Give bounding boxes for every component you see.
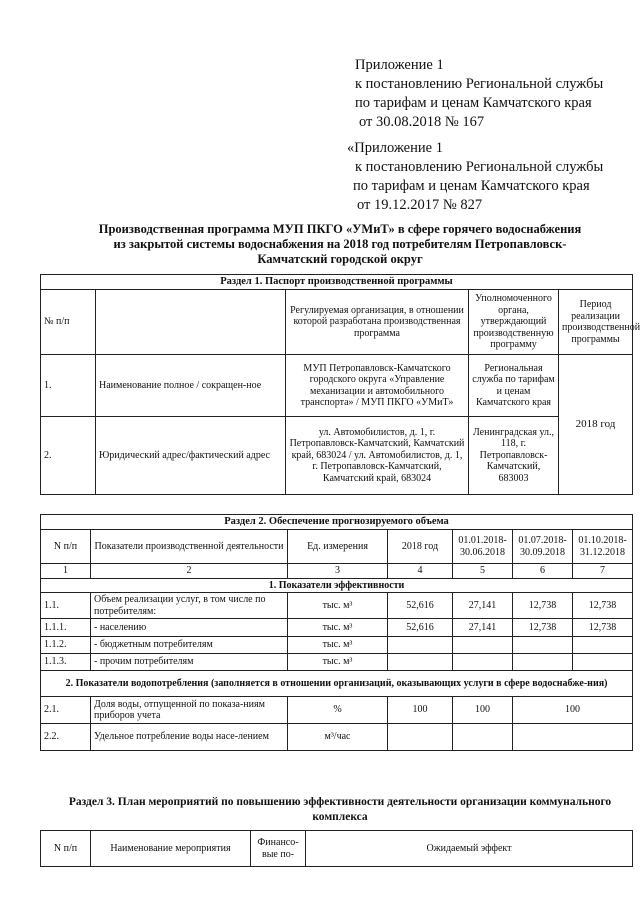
column-number: 7 bbox=[573, 564, 633, 579]
section3-title-line: комплекса bbox=[312, 811, 368, 823]
title-line: Камчатский городской округ bbox=[257, 252, 423, 266]
row-org: МУП Петропавловск-Камчатского городского округа «Управление механизации и автомобильного транспорта» / МУП ПКГО «УМиТ» bbox=[286, 355, 469, 417]
row-period2: 12,738 bbox=[513, 619, 573, 637]
section1-title: Раздел 1. Паспорт производственной программы bbox=[41, 275, 633, 290]
header-auth: Уполномоченного органа, утверждающий производственную программу bbox=[469, 290, 559, 355]
row-period2 bbox=[513, 637, 573, 654]
title-line: Производственная программа МУП ПКГО «УМиТ» в сфере горячего водоснабжения bbox=[98, 222, 582, 236]
appendix-line: «Приложение 1 bbox=[347, 140, 443, 156]
row-num: 1.1.2. bbox=[41, 637, 91, 654]
header-finance: Финансо-вые по- bbox=[251, 831, 306, 867]
appendix-line: от 30.08.2018 № 167 bbox=[359, 114, 485, 130]
subsection-title: 1. Показатели эффективности bbox=[41, 578, 633, 593]
row-period3 bbox=[573, 654, 633, 671]
row-org: ул. Автомобилистов, д. 1, г. Петропавловск-Камчатский, Камчатский край, 683024 / ул. Автомобилистов, д. 1, г. Петропавловск-Камчатский, Камчатский край, 683024 bbox=[286, 417, 469, 495]
row-name: - бюджетным потребителям bbox=[91, 637, 288, 654]
row-unit: тыс. м³ bbox=[288, 654, 388, 671]
column-number: 6 bbox=[513, 564, 573, 579]
row-period1: 27,141 bbox=[453, 619, 513, 637]
row-period23 bbox=[513, 724, 633, 751]
row-period2: 12,738 bbox=[513, 593, 573, 619]
appendix-line: к постановлению Региональной службы bbox=[355, 159, 604, 175]
row-period1 bbox=[453, 724, 513, 751]
row-period1 bbox=[453, 654, 513, 671]
row-name: - прочим потребителям bbox=[91, 654, 288, 671]
row-year bbox=[388, 654, 453, 671]
section3-title bbox=[40, 795, 640, 825]
section2-table bbox=[40, 514, 633, 751]
row-unit: тыс. м³ bbox=[288, 593, 388, 619]
row-num: 1.1.1. bbox=[41, 619, 91, 637]
appendix-header-current bbox=[355, 56, 603, 132]
appendix-line: Приложение 1 bbox=[355, 57, 444, 73]
row-year: 52,616 bbox=[388, 619, 453, 637]
row-name: - населению bbox=[91, 619, 288, 637]
row-year bbox=[388, 637, 453, 654]
subsection-title: 2. Показатели водопотребления (заполняется в отношении организаций, оказывающих услуги в сфере водоснабже-ния) bbox=[41, 671, 633, 697]
header-empty bbox=[96, 290, 286, 355]
header-indicator: Показатели производственной деятельности bbox=[91, 530, 288, 564]
appendix-header-previous bbox=[347, 139, 603, 215]
section3-table bbox=[40, 830, 633, 867]
header-period: Период реализации производственной программы bbox=[559, 290, 633, 355]
row-num: 1. bbox=[41, 355, 96, 417]
header-num: № п/п bbox=[41, 290, 96, 355]
header-year: 2018 год bbox=[388, 530, 453, 564]
period-value: 2018 год bbox=[559, 355, 633, 495]
appendix-line: по тарифам и ценам Камчатского края bbox=[353, 178, 590, 194]
row-period3: 12,738 bbox=[573, 619, 633, 637]
row-name: Объем реализации услуг, в том числе по потребителям: bbox=[91, 593, 288, 619]
row-auth: Ленинградская ул., 118, г. Петропавловск-Камчатский, 683003 bbox=[469, 417, 559, 495]
row-num: 2.1. bbox=[41, 697, 91, 724]
column-number: 2 bbox=[91, 564, 288, 579]
row-year: 100 bbox=[388, 697, 453, 724]
row-num: 2. bbox=[41, 417, 96, 495]
row-period1: 27,141 bbox=[453, 593, 513, 619]
appendix-line: к постановлению Региональной службы bbox=[355, 76, 604, 92]
header-event: Наименование мероприятия bbox=[91, 831, 251, 867]
column-number: 1 bbox=[41, 564, 91, 579]
row-period1: 100 bbox=[453, 697, 513, 724]
header-num: N п/п bbox=[41, 831, 91, 867]
appendix-line: от 19.12.2017 № 827 bbox=[357, 197, 483, 213]
row-num: 2.2. bbox=[41, 724, 91, 751]
row-period3: 12,738 bbox=[573, 593, 633, 619]
row-unit: тыс. м³ bbox=[288, 637, 388, 654]
row-unit: % bbox=[288, 697, 388, 724]
row-num: 1.1.3. bbox=[41, 654, 91, 671]
header-period2: 01.07.2018-30.09.2018 bbox=[513, 530, 573, 564]
row-period2 bbox=[513, 654, 573, 671]
row-unit: м³/час bbox=[288, 724, 388, 751]
section3-title-line: Раздел 3. План мероприятий по повышению эффективности деятельности организации коммунального bbox=[68, 796, 612, 808]
row-year bbox=[388, 724, 453, 751]
row-name: Удельное потребление воды насе-лением bbox=[91, 724, 288, 751]
appendix-line: по тарифам и ценам Камчатского края bbox=[355, 95, 592, 111]
header-period1: 01.01.2018-30.06.2018 bbox=[453, 530, 513, 564]
title-line: из закрытой системы водоснабжения на 2018 год потребителям Петропавловск- bbox=[113, 237, 567, 251]
column-number: 3 bbox=[288, 564, 388, 579]
row-year: 52,616 bbox=[388, 593, 453, 619]
row-period1 bbox=[453, 637, 513, 654]
column-number: 5 bbox=[453, 564, 513, 579]
column-number: 4 bbox=[388, 564, 453, 579]
row-unit: тыс. м³ bbox=[288, 619, 388, 637]
row-period3 bbox=[573, 637, 633, 654]
header-org: Регулируемая организация, в отношении которой разработана производственная программа bbox=[286, 290, 469, 355]
header-unit: Ед. измерения bbox=[288, 530, 388, 564]
row-period23: 100 bbox=[513, 697, 633, 724]
row-label: Наименование полное / сокращен-ное bbox=[96, 355, 286, 417]
header-period3: 01.10.2018-31.12.2018 bbox=[573, 530, 633, 564]
section2-title: Раздел 2. Обеспечение прогнозируемого объема bbox=[41, 515, 633, 530]
row-num: 1.1. bbox=[41, 593, 91, 619]
row-name: Доля воды, отпущенной по показа-ниям приборов учета bbox=[91, 697, 288, 724]
document-title bbox=[40, 222, 640, 267]
row-auth: Региональная служба по тарифам и ценам Камчатского края bbox=[469, 355, 559, 417]
row-label: Юридический адрес/фактический адрес bbox=[96, 417, 286, 495]
section1-table bbox=[40, 274, 640, 495]
header-num: N п/п bbox=[41, 530, 91, 564]
header-effect: Ожидаемый эффект bbox=[306, 831, 633, 867]
